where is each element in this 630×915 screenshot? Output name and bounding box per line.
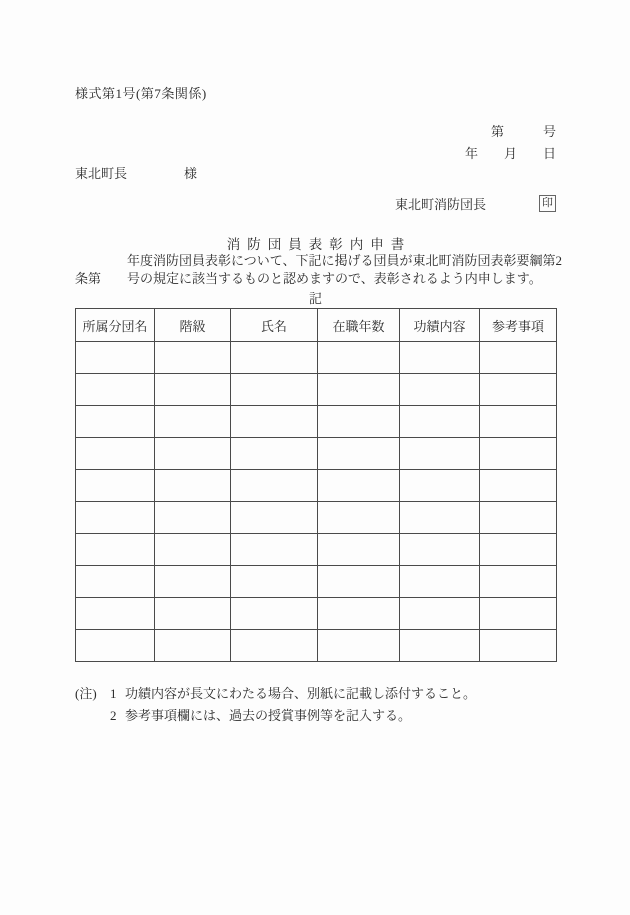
table-cell bbox=[155, 374, 231, 406]
table-row bbox=[76, 566, 557, 598]
table-cell bbox=[318, 598, 400, 630]
table-cell bbox=[155, 470, 231, 502]
addressee-name: 東北町長 bbox=[75, 166, 128, 181]
table-cell bbox=[76, 406, 155, 438]
column-header: 階級 bbox=[155, 309, 231, 342]
table-cell bbox=[231, 438, 318, 470]
table-cell bbox=[480, 470, 557, 502]
table-cell bbox=[480, 374, 557, 406]
body-line-2: 条第 号の規定に該当するものと認めますので、表彰されるよう内申します。 bbox=[75, 271, 542, 286]
table-cell bbox=[400, 598, 480, 630]
table-cell bbox=[318, 630, 400, 662]
body-paragraph bbox=[75, 252, 569, 288]
table-cell bbox=[480, 534, 557, 566]
note-number: 2 bbox=[110, 708, 117, 723]
table-cell bbox=[76, 342, 155, 374]
table-cell bbox=[318, 342, 400, 374]
table-row bbox=[76, 438, 557, 470]
table-cell bbox=[400, 566, 480, 598]
table-cell bbox=[155, 502, 231, 534]
table-cell bbox=[318, 470, 400, 502]
commendation-roster-table bbox=[75, 308, 557, 662]
addressee-line bbox=[75, 163, 197, 182]
table-cell bbox=[155, 598, 231, 630]
table-cell bbox=[231, 566, 318, 598]
table-cell bbox=[76, 374, 155, 406]
table-cell bbox=[76, 470, 155, 502]
table-cell bbox=[231, 630, 318, 662]
table-cell bbox=[76, 566, 155, 598]
table-cell bbox=[231, 342, 318, 374]
table-cell bbox=[480, 598, 557, 630]
table-cell bbox=[400, 630, 480, 662]
table-cell bbox=[318, 406, 400, 438]
table-cell bbox=[318, 438, 400, 470]
table-cell bbox=[155, 534, 231, 566]
note-label: (注) bbox=[75, 686, 97, 701]
table-header-row bbox=[76, 309, 557, 342]
seal-box bbox=[539, 195, 556, 212]
table-cell bbox=[400, 534, 480, 566]
table-cell bbox=[76, 502, 155, 534]
table-cell bbox=[155, 630, 231, 662]
table-cell bbox=[76, 438, 155, 470]
table-cell bbox=[231, 374, 318, 406]
column-header: 氏名 bbox=[231, 309, 318, 342]
sender-line bbox=[395, 194, 556, 213]
table-cell bbox=[155, 342, 231, 374]
note-text: 参考事項欄には、過去の授賞事例等を記入する。 bbox=[125, 708, 412, 723]
table-cell bbox=[480, 502, 557, 534]
table-cell bbox=[400, 406, 480, 438]
note-text: 功績内容が長文にわたる場合、別紙に記載し添付すること。 bbox=[125, 686, 477, 701]
note-line bbox=[75, 683, 476, 705]
table-cell bbox=[318, 534, 400, 566]
column-header: 功績内容 bbox=[400, 309, 480, 342]
table-cell bbox=[76, 598, 155, 630]
table-cell bbox=[231, 534, 318, 566]
table-row bbox=[76, 502, 557, 534]
table-cell bbox=[480, 342, 557, 374]
table-cell bbox=[318, 374, 400, 406]
document-title: 消防団員表彰内申書 bbox=[226, 237, 412, 252]
table-cell bbox=[231, 406, 318, 438]
table-cell bbox=[480, 630, 557, 662]
table-cell bbox=[155, 438, 231, 470]
notes-section bbox=[75, 683, 476, 727]
date-line: 年 月 日 bbox=[464, 146, 556, 161]
table-row bbox=[76, 374, 557, 406]
table-cell bbox=[155, 566, 231, 598]
table-row bbox=[76, 470, 557, 502]
body-line-1: 年度消防団員表彰について、下記に掲げる団員が東北町消防団表彰要綱第2 bbox=[127, 253, 562, 268]
table-cell bbox=[76, 534, 155, 566]
table-row bbox=[76, 342, 557, 374]
table-cell bbox=[76, 630, 155, 662]
table-row bbox=[76, 630, 557, 662]
table-cell bbox=[231, 502, 318, 534]
note-line bbox=[75, 705, 476, 727]
table-cell bbox=[400, 470, 480, 502]
table-cell bbox=[155, 406, 231, 438]
table-row bbox=[76, 598, 557, 630]
column-header: 在職年数 bbox=[318, 309, 400, 342]
table-cell bbox=[400, 502, 480, 534]
note-label-spacer bbox=[75, 705, 110, 727]
table-cell bbox=[400, 374, 480, 406]
table-cell bbox=[231, 598, 318, 630]
table-cell bbox=[318, 502, 400, 534]
document-number-line: 第 号 bbox=[490, 124, 556, 139]
table-cell bbox=[480, 438, 557, 470]
addressee-honorific: 様 bbox=[184, 166, 198, 181]
table-cell bbox=[480, 406, 557, 438]
column-header: 参考事項 bbox=[480, 309, 557, 342]
record-mark: 記 bbox=[308, 291, 322, 306]
note-number: 1 bbox=[110, 686, 117, 701]
column-header: 所属分団名 bbox=[76, 309, 155, 342]
sender-title: 東北町消防団長 bbox=[395, 197, 487, 212]
table-cell bbox=[400, 438, 480, 470]
seal-mark: 印 bbox=[542, 197, 553, 209]
table-row bbox=[76, 406, 557, 438]
table-row bbox=[76, 534, 557, 566]
table-cell bbox=[318, 566, 400, 598]
table-cell bbox=[480, 566, 557, 598]
table-cell bbox=[400, 342, 480, 374]
table-cell bbox=[231, 470, 318, 502]
form-number: 様式第1号(第7条関係) bbox=[75, 86, 207, 101]
